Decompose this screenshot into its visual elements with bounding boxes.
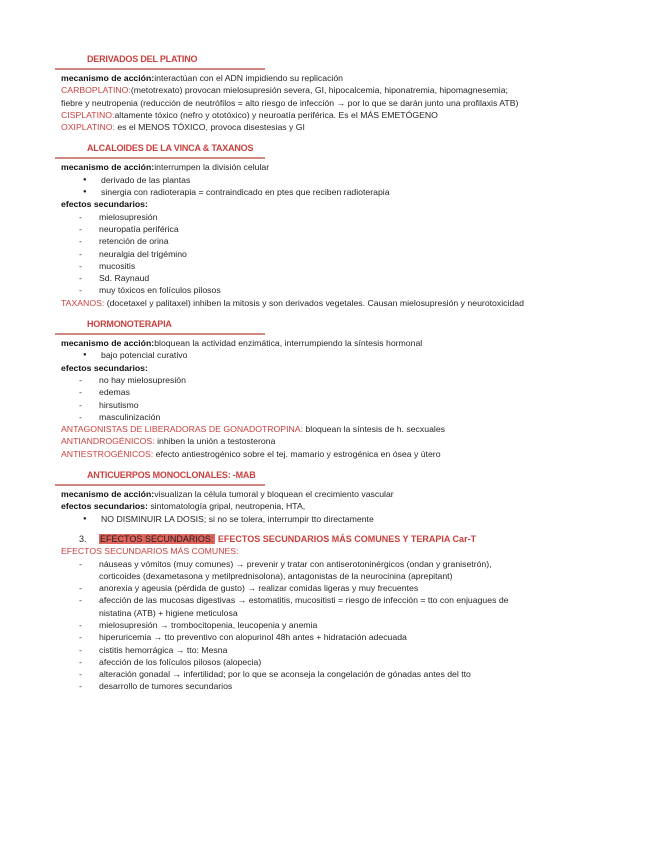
drug-text: es el MENOS TÓXICO, provoca disestesias y GI (114, 122, 305, 133)
drug-label: ANTAGONISTAS DE LIBERADORAS DE GONADOTROPINA: (61, 424, 304, 435)
list-item-continuation: nistatina (ATB) + higiene meticulosa (99, 607, 238, 618)
list-item: - muy tóxicos en folículos pilosos (79, 285, 221, 296)
list-item-continuation: corticoides (dexametasona y metilprednisolona), antagonistas de la neurocinina (aprepitant) (99, 570, 453, 581)
taxanos-line (61, 297, 626, 309)
list-item: ● sinergia con radioterapia = contraindicado en ptes que reciben radioterapia (61, 186, 626, 198)
section-underline (55, 484, 265, 486)
drug-text: (docetaxel y palitaxel) inhiben la mitosis y son derivados vegetales. Causan mielosupresión y neurotoxicidad (104, 297, 524, 308)
list-item: - mielosupresión (79, 211, 158, 222)
section-underline (55, 157, 265, 159)
mecanismo-label: mecanismo de acción: (61, 338, 155, 349)
mecanismo-label: mecanismo de acción: (61, 489, 155, 500)
list-item: ● derivado de las plantas (61, 174, 626, 186)
section-vinca-header (87, 143, 253, 156)
carboplatino-line-2: fiebre y neutropenia (reducción de neutrófilos = alto riesgo de infección → por lo que se darán junto una profilaxis ATB) (61, 97, 519, 108)
list-item: - retención de orina (79, 236, 169, 247)
mecanismo-label: mecanismo de acción: (61, 162, 155, 173)
antiestrogenicos-line (61, 448, 626, 460)
mecanismo-line (61, 488, 626, 500)
list-item: - hirsutismo (79, 399, 139, 410)
drug-text: inhiben la unión a testosterona (154, 436, 276, 447)
drug-label: CARBOPLATINO: (61, 85, 131, 96)
efectos-label: efectos secundarios: (61, 362, 148, 373)
list-item: - desarrollo de tumores secundarios (79, 681, 233, 692)
section-3-heading (79, 533, 626, 545)
mecanismo-text: interactúan con el ADN impidiendo su replicación (154, 73, 344, 83)
list-item: - mielosupresión → trombocitopenia, leucopenia y anemia (79, 619, 318, 630)
section-hormono-header (87, 319, 172, 332)
list-item: - náuseas y vómitos (muy comunes) → prevenir y tratar con antiserotoninérgicos (ondan y granisetrón), (79, 558, 492, 569)
oxiplatino-line (61, 121, 626, 133)
carboplatino-line (61, 84, 626, 96)
drug-text: bloquean la síntesis de h. secxuales (303, 424, 446, 435)
drug-label: TAXANOS: (61, 297, 105, 308)
section-title: ANTICUERPOS MONOCLONALES: -MAB (87, 470, 256, 481)
list-item: - edemas (79, 387, 130, 398)
drug-label: OXIPLATINO: (61, 122, 115, 133)
cisplatino-line (61, 109, 626, 121)
mecanismo-line (61, 161, 626, 173)
heading-number: 3. (79, 533, 87, 544)
list-item: - masculinización (79, 411, 161, 422)
drug-text: (metotrexato) provocan mielosupresión severa, GI, hipocalcemia, hiponatremia, hipomagnesemia; (130, 85, 508, 96)
drug-text: altamente tóxico (nefro y ototóxico) y neuroatía periférica. Es el MÁS EMETÓGENO (114, 109, 438, 120)
list-item: - neuropatía periférica (79, 223, 179, 234)
drug-label: ANTIESTROGÉNICOS: (61, 448, 154, 459)
document (61, 54, 626, 693)
efectos-label: efectos secundarios: (61, 199, 148, 210)
drug-label: ANTIANDROGÉNICOS: (61, 436, 155, 447)
mecanismo-line (61, 72, 626, 84)
list-item: - mucositis (79, 260, 136, 271)
list-item: - neuralgia del trigémino (79, 248, 187, 259)
section-underline (55, 68, 265, 70)
list-item: ● bajo potencial curativo (61, 349, 626, 361)
section-title: ALCALOIDES DE LA VINCA & TAXANOS (87, 143, 254, 154)
drug-label: CISPLATINO: (61, 109, 115, 120)
list-item: - hiperuricemia → tto preventivo con alopurinol 48h antes + hidratación adecuada (79, 632, 407, 643)
list-item: - alteración gonadal → infertilidad; por lo que se aconseja la congelación de gónadas antes del tto (79, 669, 471, 680)
list-item: - no hay mielosupresión (79, 374, 186, 385)
efectos-line: efectos secundarios: sintomatología gripal, neutropenia, HTA, (61, 501, 306, 512)
section-anticuerpos-header (87, 470, 256, 483)
antiandrogenicos-line (61, 435, 626, 447)
heading-title: EFECTOS SECUNDARIOS MÁS COMUNES Y TERAPIA Car-T (215, 533, 477, 544)
drug-text: efecto antiestrogénico sobre el tej. mamario y estrogénica en ósea y útero (153, 448, 441, 459)
list-item: - afección de los folículos pilosos (alopecia) (79, 656, 262, 667)
mecanismo-line (61, 337, 626, 349)
mecanismo-text: bloquean la actividad enzimática, interrumpiendo la síntesis hormonal (154, 338, 423, 349)
highlighted-heading: EFECTOS SECUNDARIOS: (100, 533, 214, 544)
mecanismo-text: visualizan la célula tumoral y bloquean el crecimiento vascular (154, 489, 394, 500)
list-item: ● NO DISMINUIR LA DOSIS; si no se tolera, interrumpir tto directamente (61, 513, 626, 525)
section-title: HORMONOTERAPIA (87, 319, 172, 330)
antagonistas-line (61, 423, 626, 435)
list-item: - cistitis hemorrágica → tto: Mesna (79, 644, 228, 655)
mecanismo-text: interrumpen la división celular (154, 162, 270, 173)
section-underline (55, 333, 265, 335)
list-item: - afección de las mucosas digestivas → estomatitis, mucositisti = riesgo de infección = tto con enjuagues de (79, 595, 509, 606)
subtitle: EFECTOS SECUNDARIOS MÁS COMUNES: (61, 546, 239, 557)
section-title: DERIVADOS DEL PLATINO (87, 54, 198, 64)
list-item: - Sd. Raynaud (79, 273, 150, 284)
section-platino-header (87, 54, 197, 67)
list-item: - anorexia y ageusia (pérdida de gusto) → realizar comidas ligeras y muy frecuentes (79, 583, 419, 594)
mecanismo-label: mecanismo de acción: (61, 73, 155, 83)
